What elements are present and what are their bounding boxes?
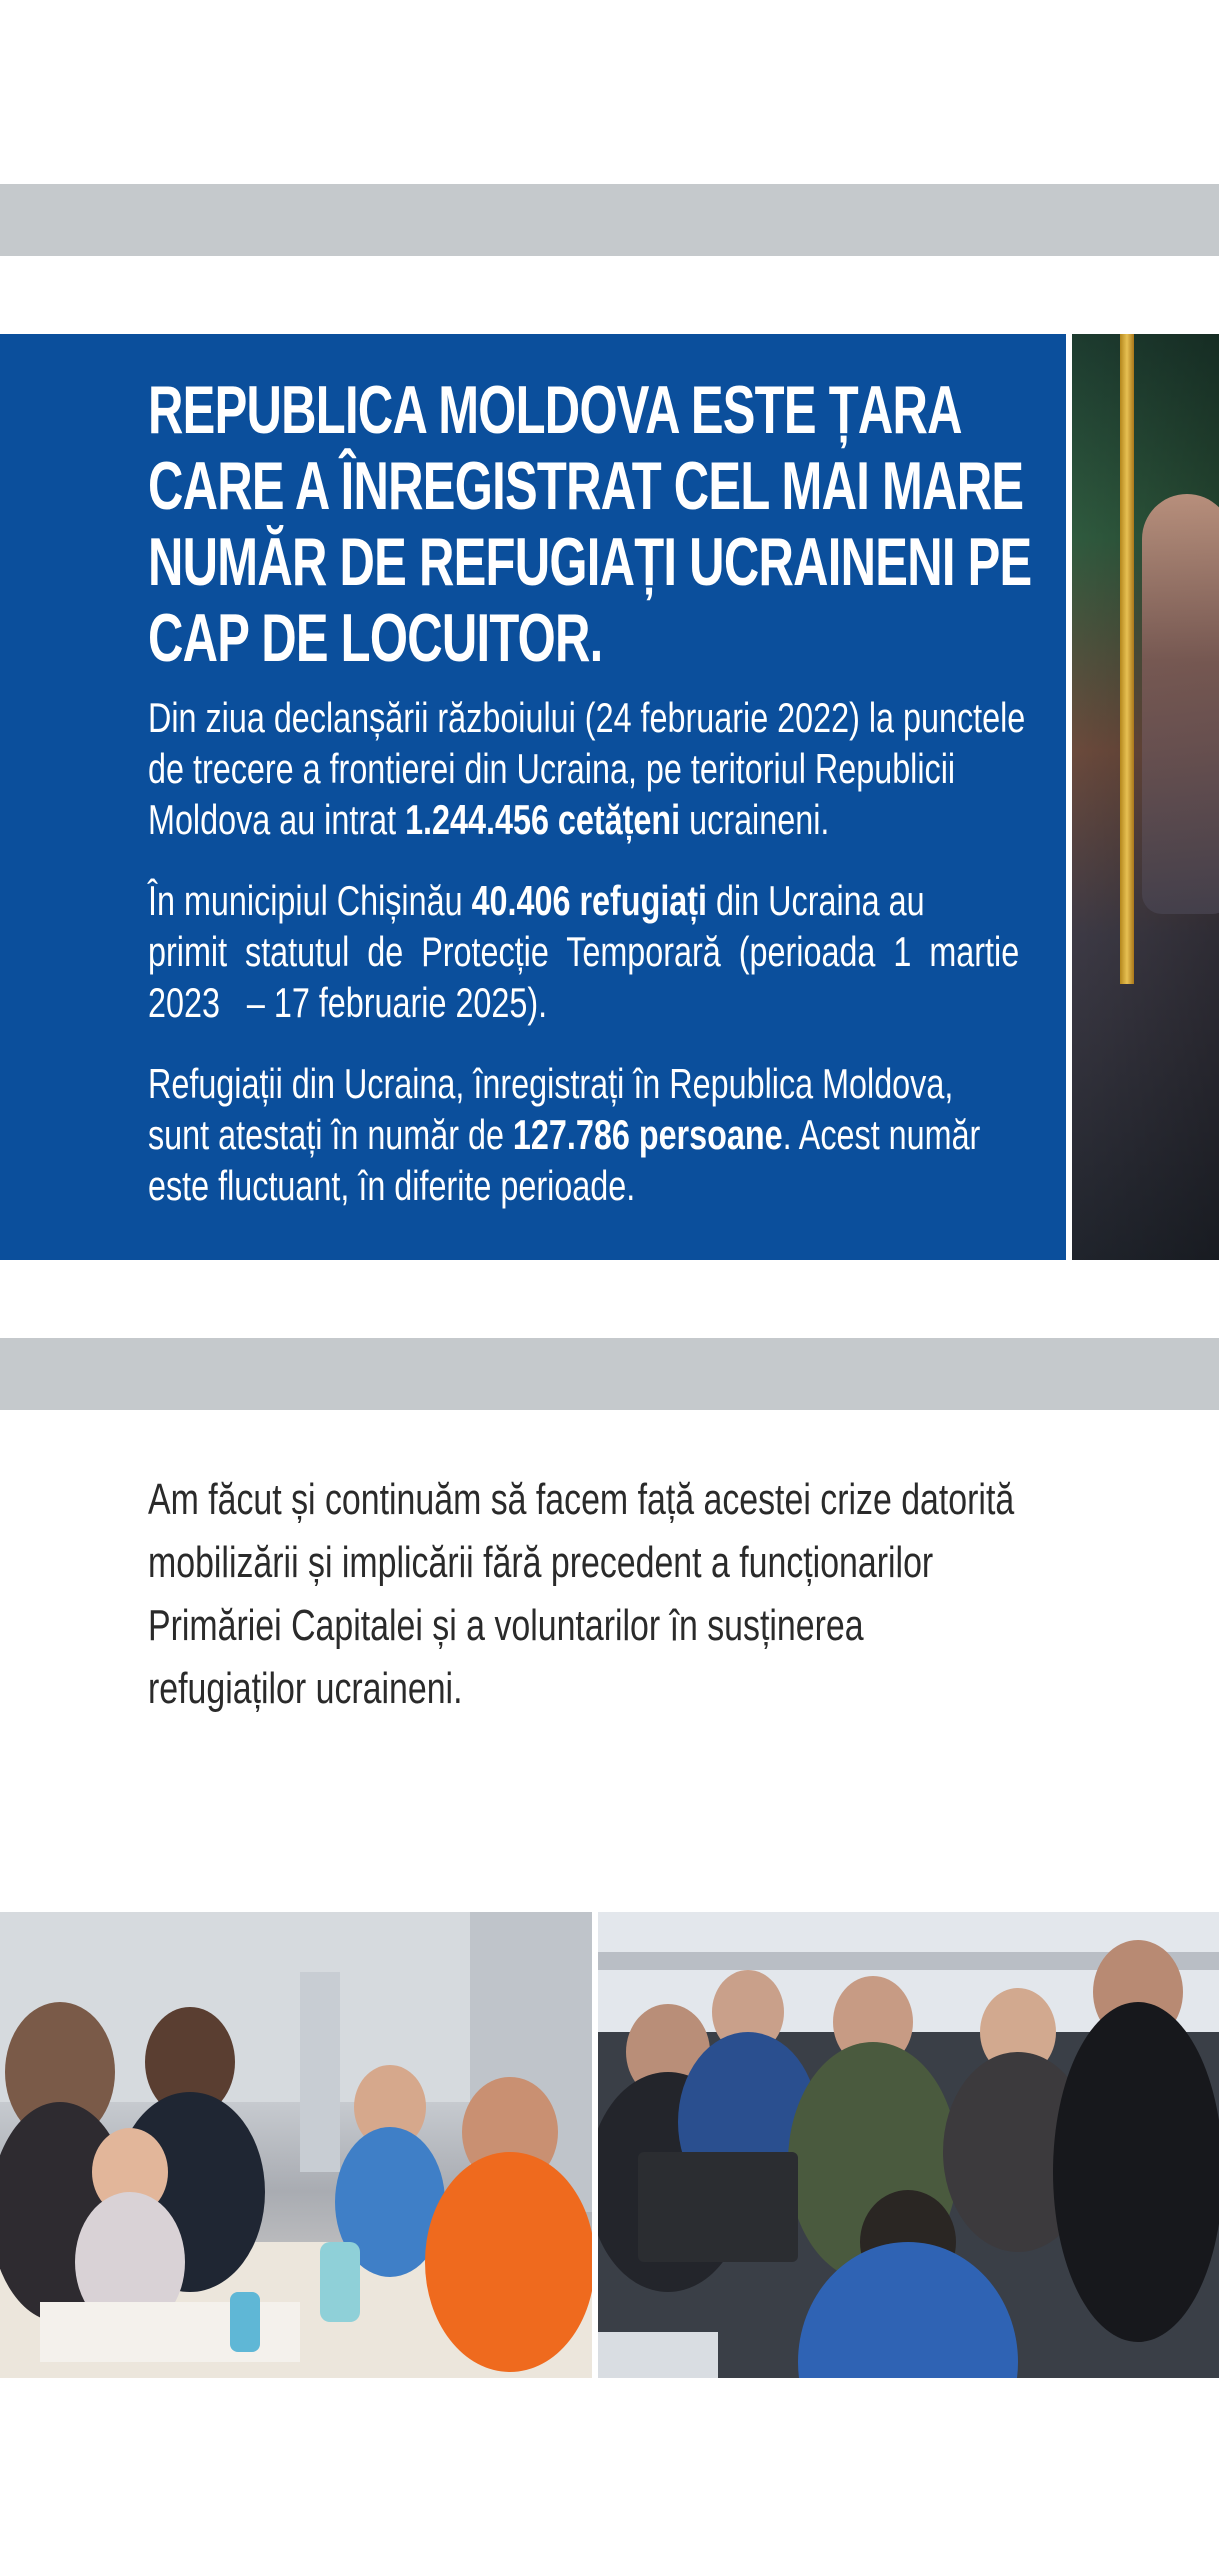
text-segment: din Ucraina au (707, 877, 925, 924)
text-segment: În municipiul Chișinău (148, 877, 472, 924)
paragraph-chisinau (148, 875, 1034, 1028)
paragraph-line (148, 875, 1034, 926)
refugee-center-photo (0, 1912, 592, 2378)
paragraph-line: Primăriei Capitalei și a voluntarilor în susținerea (148, 1601, 864, 1650)
paragraph-line (148, 794, 1034, 845)
paragraph-line: de trecere a frontierei din Ucraina, pe teritoriul Republicii (148, 745, 956, 792)
photo-pole-shape (1120, 334, 1134, 984)
headline-line: CAP DE LOCUITOR. (148, 600, 603, 676)
text-segment: ucraineni. (680, 796, 830, 843)
refugee-center-illustration (0, 1912, 592, 2378)
text-segment: . Acest număr (782, 1111, 981, 1158)
paragraph-line: mobilizării și implicării fără precedent a funcționarilor (148, 1538, 934, 1587)
headline-line: NUMĂR DE REFUGIAȚI UCRAINENI PE (148, 524, 1032, 600)
paragraph-line: Refugiații din Ucraina, înregistrați în Republica Moldova, (148, 1060, 954, 1107)
paragraph-registered (148, 1058, 1034, 1211)
text-segment: Moldova au intrat (148, 796, 406, 843)
photo-person-shape (1142, 494, 1219, 914)
paragraph-border-crossings (148, 692, 1034, 845)
highlight-number: 1.244.456 cetățeni (405, 796, 681, 843)
top-gray-band (0, 184, 1219, 256)
paragraph-line: este fluctuant, în diferite perioade. (148, 1162, 636, 1209)
middle-gray-band (0, 1338, 1219, 1410)
paragraph-line: primit statutul de Protecție Temporară (perioada 1 martie (148, 928, 1020, 975)
paragraph-line: refugiaților ucraineni. (148, 1664, 463, 1713)
paragraph-line: 2023 – 17 februarie 2025). (148, 979, 548, 1026)
paragraph-line: Din ziua declanșării războiului (24 februarie 2022) la punctele (148, 694, 1026, 741)
headline (148, 372, 1032, 676)
closing-paragraph (148, 1468, 1072, 1720)
text-segment: sunt atestați în număr de (148, 1111, 513, 1158)
paragraph-line: Am făcut și continuăm să facem față acestei crize datorită (148, 1475, 1015, 1524)
paragraph-line (148, 1109, 1034, 1160)
officials-visit-illustration (598, 1912, 1219, 2378)
highlight-number: 40.406 refugiați (471, 877, 708, 924)
highlight-number: 127.786 persoane (512, 1111, 783, 1158)
headline-line: REPUBLICA MOLDOVA ESTE ȚARA (148, 372, 962, 448)
info-panel (0, 334, 1066, 1260)
headline-line: CARE A ÎNREGISTRAT CEL MAI MARE (148, 448, 1024, 524)
officials-visit-photo (598, 1912, 1219, 2378)
train-photo (1072, 334, 1219, 1260)
